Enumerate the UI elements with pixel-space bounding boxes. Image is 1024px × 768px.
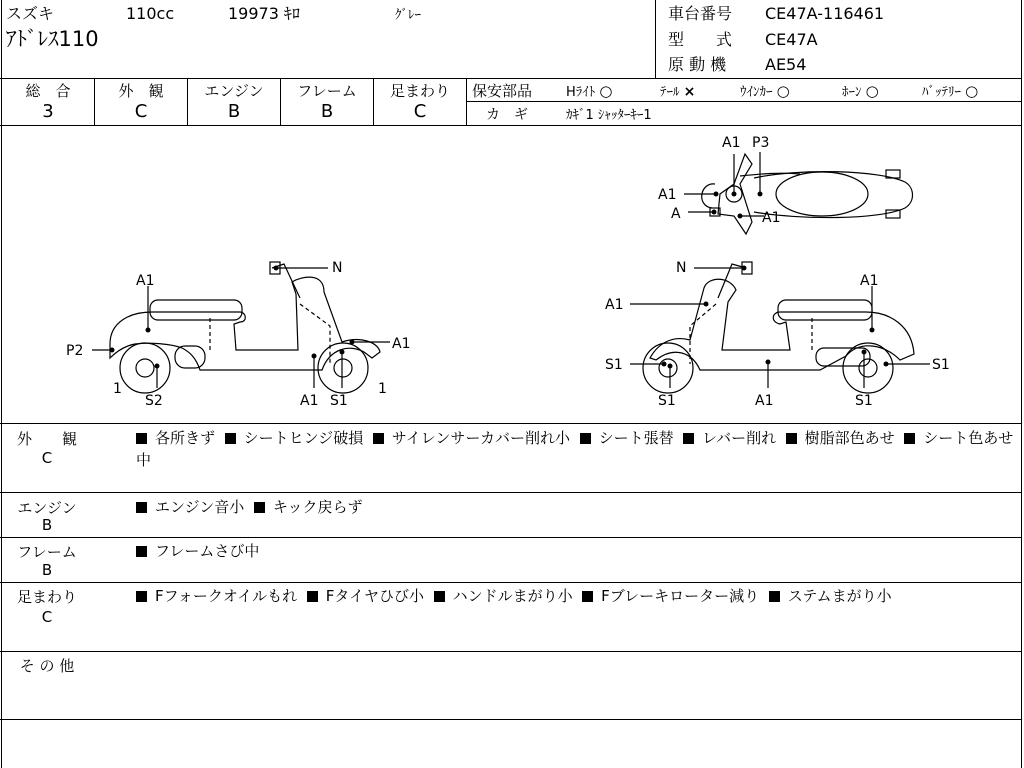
cond-grade-appearance: C — [41, 449, 53, 467]
divider-engine — [0, 537, 1022, 538]
label-right-s1-bottom-front: S1 — [658, 393, 676, 409]
divider-other — [0, 719, 1022, 720]
cond-title-suspension: 足まわり — [16, 588, 77, 606]
label-top-a1: A1 — [722, 135, 741, 151]
safety-taillight-mark: × — [683, 84, 696, 100]
note-item: サイレンサーカバー削れ小 — [391, 429, 571, 447]
cond-grade-suspension: C — [41, 608, 53, 626]
bullet-square-icon — [225, 433, 236, 444]
cond-notes-engine — [136, 496, 363, 518]
maker: スズキ — [6, 4, 55, 23]
frame-no-label: 車台番号 — [668, 4, 733, 23]
note-item: ステムまがり小 — [787, 587, 892, 605]
grade-label-overall: 総 合 — [25, 82, 71, 100]
mileage: 19973 ｷﾛ — [228, 4, 300, 23]
bullet-square-icon — [683, 433, 694, 444]
bullet-square-icon — [136, 433, 147, 444]
note-item: Fタイヤひび小 — [325, 587, 425, 605]
label-left-n: N — [332, 260, 343, 276]
label-left-s2: S2 — [145, 393, 163, 409]
label-left-a1-bottom: A1 — [300, 393, 319, 409]
cond-title-engine: エンジン — [17, 499, 77, 517]
label-top-a: A — [671, 206, 681, 222]
divider-appearance — [0, 492, 1022, 493]
safety-battery — [922, 81, 978, 100]
bullet-square-icon — [373, 433, 384, 444]
safety-taillight — [660, 81, 695, 100]
divider-header — [0, 78, 1022, 79]
grade-value-appearance: C — [134, 101, 148, 122]
divider-vehicle-info — [655, 0, 656, 78]
safety-winker — [740, 81, 790, 100]
cond-title-other: そ の 他 — [19, 657, 75, 675]
grade-value-engine: B — [227, 101, 241, 122]
label-left-1-rear: 1 — [113, 381, 122, 397]
note-item: シート張替 — [598, 429, 674, 447]
safety-horn-mark: ○ — [865, 82, 879, 100]
note-item: Fブレーキローター減り — [601, 587, 760, 605]
bullet-square-icon — [307, 591, 318, 602]
type-value: CE47A — [765, 30, 818, 49]
cond-grade-engine: B — [41, 516, 53, 534]
safety-winker-label: ｳｲﾝｶｰ — [740, 85, 773, 100]
safety-divider — [466, 101, 1022, 102]
safety-horn-label: ﾎｰﾝ — [842, 85, 862, 100]
label-left-s1: S1 — [330, 393, 348, 409]
label-left-a1-seat: A1 — [136, 273, 155, 289]
divider-diagram — [0, 423, 1022, 424]
label-top-p3: P3 — [752, 135, 770, 151]
cond-notes-suspension — [136, 585, 892, 607]
type-label: 型 式 — [668, 30, 733, 49]
frame-no: CE47A-116461 — [765, 4, 885, 23]
bullet-square-icon — [254, 502, 265, 513]
bullet-square-icon — [769, 591, 780, 602]
safety-winker-mark: ○ — [776, 82, 790, 100]
bullet-square-icon — [434, 591, 445, 602]
note-item: ハンドルまがり小 — [452, 587, 573, 605]
cond-notes-frame — [136, 540, 259, 562]
bullet-square-icon — [582, 591, 593, 602]
cond-grade-frame: B — [41, 561, 53, 579]
engine-label: 原 動 機 — [668, 55, 727, 74]
safety-battery-mark: ○ — [965, 82, 979, 100]
grade-label-appearance: 外 観 — [118, 82, 164, 100]
grade-value-suspension: C — [413, 101, 427, 122]
label-right-a1-front: A1 — [605, 297, 624, 313]
label-left-a1-front: A1 — [392, 336, 411, 352]
note-item: Fフォークオイルもれ — [155, 587, 298, 605]
label-left-1-front: 1 — [378, 381, 387, 397]
frame-right — [1021, 0, 1022, 768]
color: ｸﾞﾚｰ — [395, 8, 421, 23]
key-label: カ ギ — [486, 107, 528, 123]
safety-battery-label: ﾊﾞｯﾃﾘｰ — [922, 85, 961, 100]
note-item: フレームさび中 — [155, 542, 260, 560]
bullet-square-icon — [904, 433, 915, 444]
grade-value-overall: 3 — [42, 101, 54, 122]
note-item: シートヒンジ破損 — [243, 429, 364, 447]
label-right-a1-seat: A1 — [860, 273, 879, 289]
note-item: エンジン音小 — [155, 498, 245, 516]
label-right-s1-front: S1 — [605, 357, 623, 373]
label-right-n: N — [676, 260, 687, 276]
note-item: 樹脂部色あせ — [804, 429, 895, 447]
bullet-square-icon — [136, 591, 147, 602]
bullet-square-icon — [580, 433, 591, 444]
divider-frame — [0, 582, 1022, 583]
bullet-square-icon — [136, 502, 147, 513]
cond-notes-appearance — [136, 427, 1016, 471]
label-top-a1-right: A1 — [762, 210, 781, 226]
safety-headlight-mark: ○ — [599, 82, 613, 100]
model-name: ｱﾄﾞﾚｽ110 — [6, 27, 99, 51]
safety-taillight-label: ﾃｰﾙ — [660, 85, 680, 100]
engine-value: AE54 — [765, 55, 807, 74]
note-item: レバー削れ — [702, 429, 777, 447]
note-item: 各所きず — [155, 429, 216, 447]
note-item: キック戻らず — [272, 498, 363, 516]
safety-title: 保安部品 — [472, 82, 533, 100]
label-right-a1-bottom: A1 — [755, 393, 774, 409]
grade-value-frame: B — [320, 101, 334, 122]
displacement: 110cc — [126, 4, 175, 23]
leader-lines — [92, 152, 930, 388]
cond-title-appearance: 外 観 — [16, 430, 77, 448]
safety-headlight-label: Hﾗｲﾄ — [566, 85, 596, 100]
bullet-square-icon — [786, 433, 797, 444]
label-right-s1-rear: S1 — [932, 357, 950, 373]
label-top-a1-left: A1 — [658, 187, 677, 203]
safety-headlight — [566, 81, 613, 100]
damage-diagram — [0, 126, 1020, 422]
bullet-square-icon — [136, 546, 147, 557]
label-right-s1-bottom-rear: S1 — [855, 393, 873, 409]
grade-label-suspension: 足まわり — [389, 82, 450, 100]
note-item: シート色あせ中 — [136, 429, 1014, 469]
key-value: ｶｷﾞ1 ｼｬｯﾀｰｷｰ1 — [566, 108, 652, 123]
label-left-p2: P2 — [66, 343, 84, 359]
grade-label-frame: フレーム — [297, 82, 357, 100]
divider-suspension — [0, 651, 1022, 652]
cond-title-frame: フレーム — [17, 543, 77, 561]
grade-label-engine: エンジン — [204, 82, 264, 100]
safety-horn — [842, 81, 879, 100]
